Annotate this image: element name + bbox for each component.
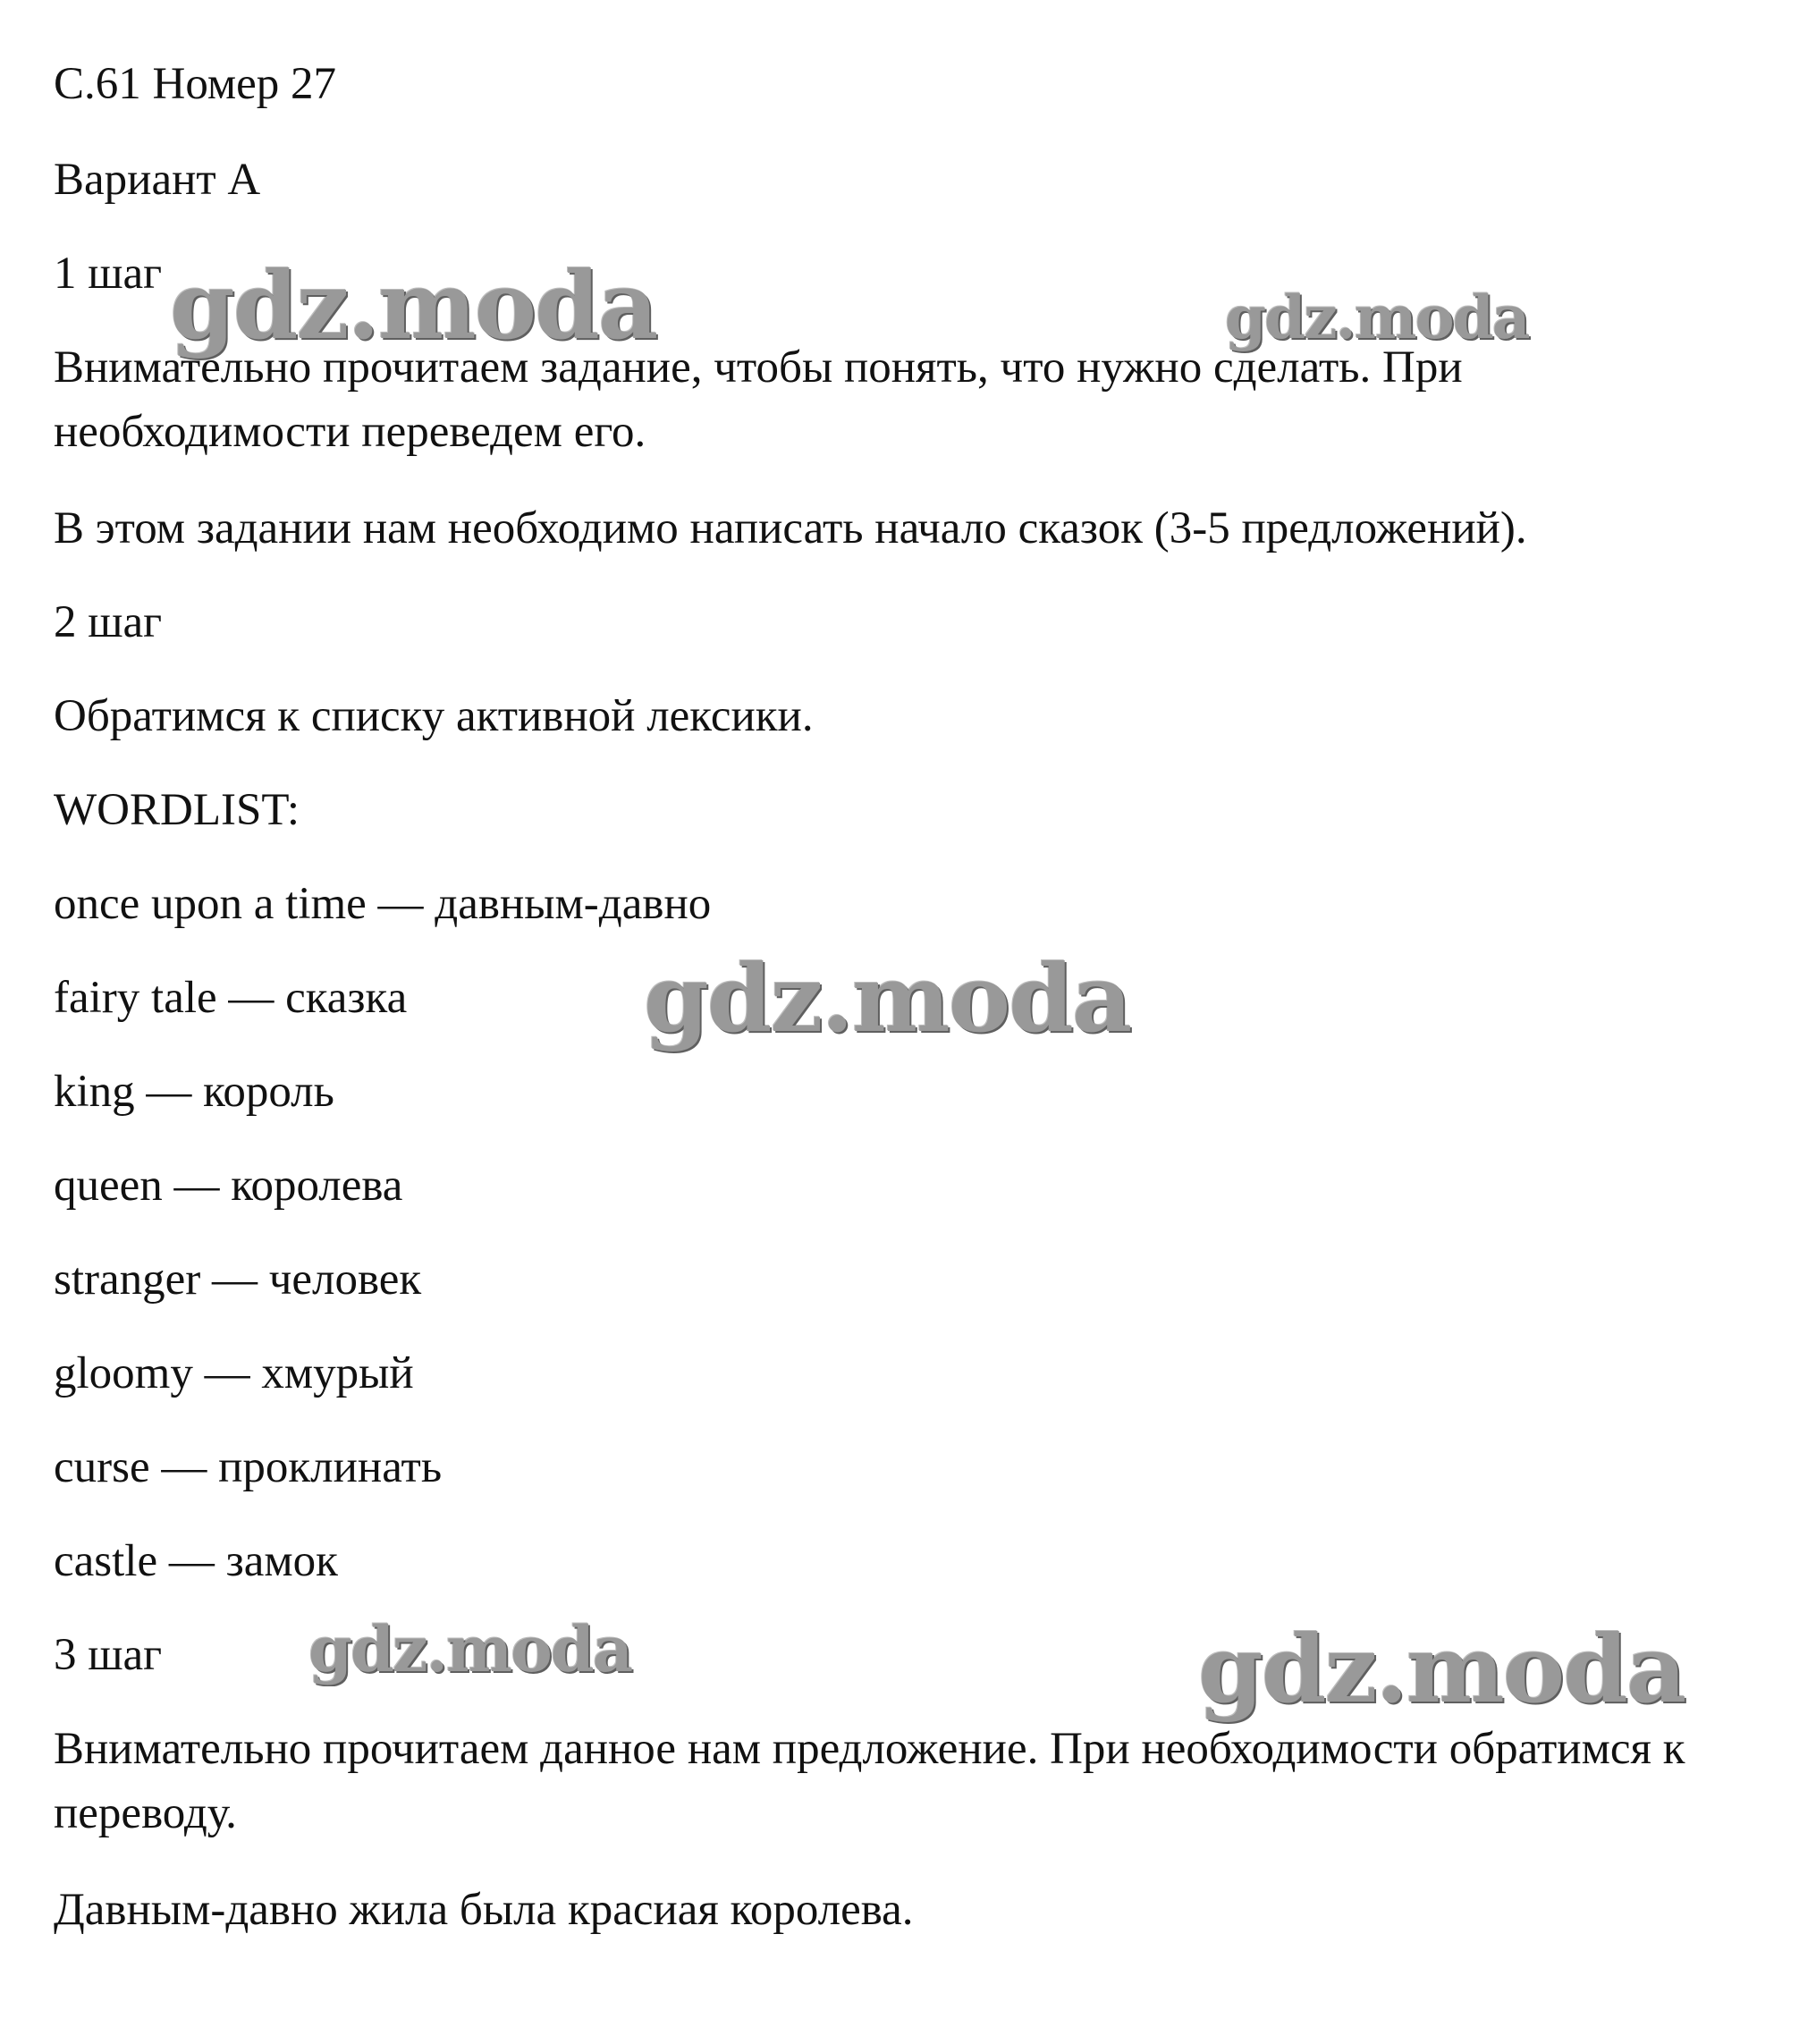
wordlist-item: stranger — человек xyxy=(54,1254,422,1305)
wordlist-item: king — король xyxy=(54,1067,334,1117)
watermark-logo: gdz.moda xyxy=(170,250,657,360)
wordlist-item: castle — замок xyxy=(54,1536,338,1586)
watermark-logo: gdz.moda xyxy=(1225,283,1529,352)
step2-text: Обратимся к списку активной лексики. xyxy=(54,691,814,741)
variant-label: Вариант А xyxy=(54,155,261,205)
page-header: С.61 Номер 27 xyxy=(54,59,337,109)
wordlist-item: gloomy — хмурый xyxy=(54,1348,414,1398)
step3-label: 3 шаг xyxy=(54,1630,163,1680)
wordlist-title: WORDLIST: xyxy=(54,785,300,835)
watermark-logo: gdz.moda xyxy=(308,1612,632,1686)
task-description: В этом задании нам необходимо написать начало сказок (3-5 предложений). xyxy=(54,503,1527,553)
wordlist-item: once upon a time — давным-давно xyxy=(54,879,712,929)
wordlist-item: queen — королева xyxy=(54,1161,403,1211)
wordlist-item: curse — проклинать xyxy=(54,1442,443,1492)
watermark-logo: gdz.moda xyxy=(644,943,1131,1053)
step1-text: Внимательно прочитаем задание, чтобы понять, что нужно сделать. При необходимости переведем его. xyxy=(54,342,1463,457)
watermark-logo: gdz.moda xyxy=(1198,1614,1685,1724)
step2-label: 2 шаг xyxy=(54,597,163,647)
step3-text: Внимательно прочитаем данное нам предложение. При необходимости обратимся к переводу. xyxy=(54,1724,1685,1838)
wordlist-item: fairy tale — сказка xyxy=(54,973,408,1023)
step1-label: 1 шаг xyxy=(54,249,163,299)
example-sentence: Давным-давно жила была красиая королева. xyxy=(54,1885,914,1935)
